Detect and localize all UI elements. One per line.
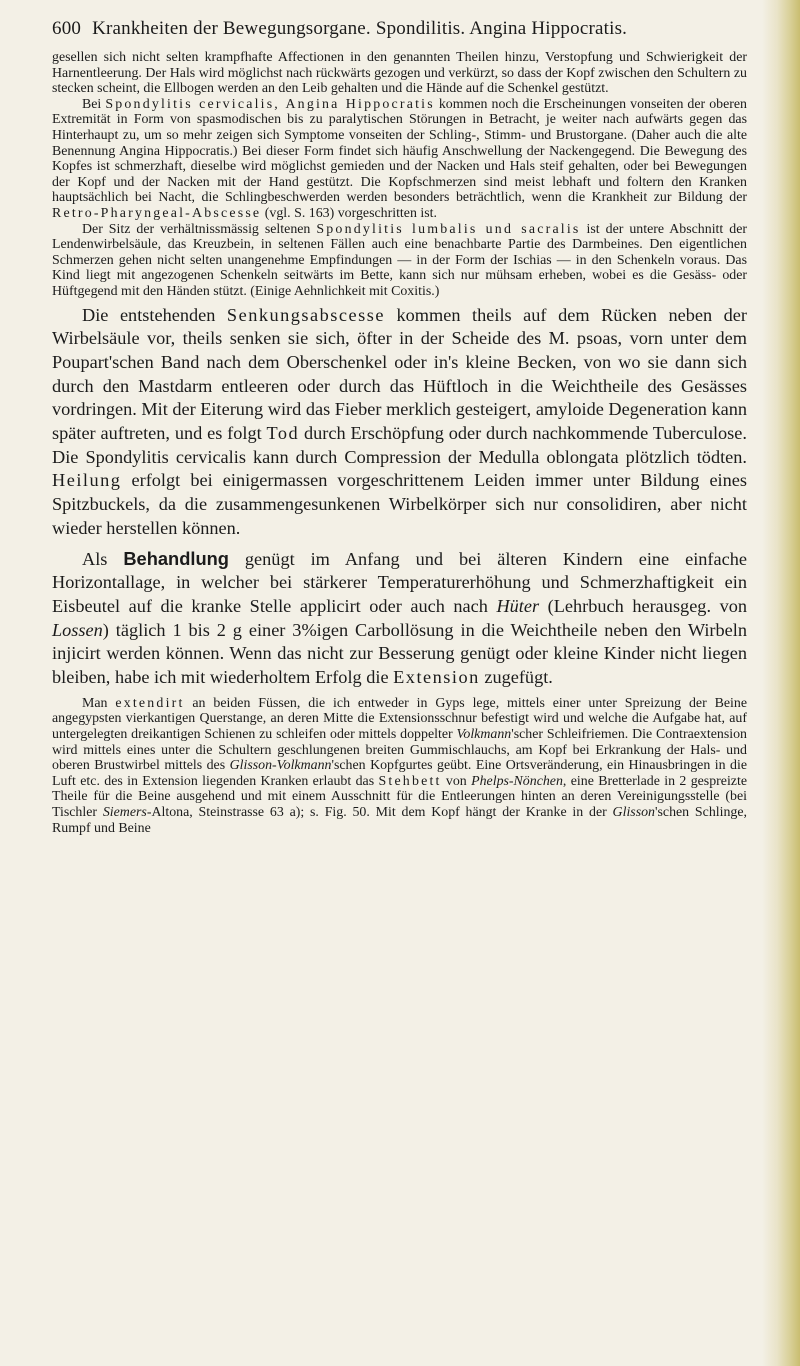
paragraph-lumbal: Der Sitz der verhältnissmässig seltenen Spondylitis lumbalis und sacralis ist der untere Abschnitt der Lendenwirbelsäule, das Kreuzbein, in seltenen Fällen auch eine benachbarte Partie des Darmbeines. Den eigentlichen Schmerzen gehen nicht selten unangenehme Empfindungen — in der Form der Ischias — in den Schenkeln voraus. Das Kind liegt mit angezogenen Schenkeln seitwärts im Bette, kann sich nur mühsam erheben, wobei es die Gesäss- oder Hüftgegend mit den Händen stützt. (Einige Aehnlichkeit mit Coxitis.) (52, 221, 747, 299)
running-title: Krankheiten der Bewegungsorgane. Spondilitis. Angina Hippocratis. (92, 18, 628, 39)
author-lossen: Lossen (52, 619, 103, 640)
book-page (52, 18, 747, 836)
term-behandlung: Behandlung (123, 547, 229, 569)
paragraph-extension-method: Man extendirt an beiden Füssen, die ich entweder in Gyps lege, mittels einer unter Spreizung der Beine angegypsten vierkantigen Querstange, an deren Mitte die Extensionsschnur befestigt wird und welche die Aufgabe hat, auf untergelegten dreikantigen Schienen zu schleifen oder mittels doppelter Volkmann'scher Schleifriemen. Die Contraextension wird mittels eines unter die Schultern geschlungenen breiten Gummischlauchs, am Kopf bei Erkrankung der Hals- und oberen Brustwirbel mittels des Glisson-Volkmann'schen Kopfgurtes geübt. Eine Ortsveränderung, ein Hinausbringen in die Luft etc. des in Extension liegenden Kranken erlaubt das Stehbett von Phelps-Nönchen, eine Bretterlade in 2 gespreizte Theile für die Beine ausgehend und mit einem Ausschnitt für die Entleerungen hinten an deren Vereinigungsstelle (bei Tischler Siemers-Altona, Steinstrasse 63 a); s. Fig. 50. Mit dem Kopf hängt der Kranke in der Glisson'schen Schlinge, Rumpf und Beine (52, 695, 748, 836)
page-edge-shadow (762, 0, 800, 1366)
term-extendirt: extendirt (115, 695, 185, 711)
term-retro-pharyngeal: Retro-Pharyngeal-Abscesse (52, 205, 262, 221)
term-stehbett: Stehbett (378, 773, 442, 789)
term-tod: Tod (266, 423, 300, 444)
page-number: 600 (52, 18, 82, 39)
paragraph-treatment: Als Behandlung genügt im Anfang und bei älteren Kindern eine einfache Horizontallage, in welcher bei stärkerer Temperaturerhöhung und Schmerzhaftigkeit ein Eisbeutel auf die kranke Stelle applicirt oder auch nach Hüter (Lehrbuch herausgeg. von Lossen) täglich 1 bis 2 g einer 3%igen Carbollösung in die Weichtheile neben den Wirbeln injicirt werden können. Wenn das nicht zur Besserung genügt oder kleine Kinder nicht liegen bleiben, habe ich mit wiederholtem Erfolg die Extension zugefügt. (52, 547, 748, 688)
term-senkungsabscesse: Senkungsabscesse (226, 304, 385, 325)
author-hueter: Hüter (496, 595, 540, 616)
term-heilung: Heilung (52, 470, 122, 491)
term-spondylitis-lumbalis: Spondylitis lumbalis und sacralis (316, 221, 581, 237)
term-spondylitis-cervicalis: Spondylitis cervicalis, Angina Hippocratis (105, 96, 435, 112)
term-extension: Extension (393, 667, 480, 688)
paragraph-cervical: Bei Spondylitis cervicalis, Angina Hippocratis kommen noch die Erscheinungen vonseiten der oberen Extremität in Form von spasmodischen bis zu paralytischen Störungen in Betracht, je weiter nach aufwärts gegen das Hinterhaupt zu, um so mehr zeigen sich Symptome vonseiten der Schling-, Stimm- und Brustorgane. (Daher auch die alte Benennung Angina Hippocratis.) Bei dieser Form findet sich häufig Anschwellung der Nackengegend. Die Bewegung des Kopfes ist schmerzhaft, dieselbe wird möglichst gemieden und der Nacken und Hals steif gehalten, oder bei Bewegungen der Kopf und der Nacken mit der Hand gestützt. Die Kopfschmerzen sind meist lebhaft und foltern den Kranken hauptsächlich bei Nacht, die Schlingbeschwerden werden besonders beträchtlich, wenn die Krankheit zur Bildung der Retro-Pharyngeal-Abscesse (vgl. S. 163) vorgeschritten ist. (52, 96, 748, 221)
page-header (52, 18, 747, 40)
paragraph-abscesses: Die entstehenden Senkungsabscesse kommen theils auf dem Rücken neben der Wirbelsäule vor, theils senken sie sich, öfter in der Scheide des M. psoas, vorn unter dem Poupart'schen Band nach dem Oberschenkel oder in's kleine Becken, von wo sie dann sich durch den Mastdarm entleeren oder durch das Hüftloch in die Weichtheile des Gesässes vordringen. Mit der Eiterung wird das Fieber merklich gesteigert, amyloide Degeneration kann später auftreten, und es folgt Tod durch Erschöpfung oder durch nachkommende Tuberculose. Die Spondylitis cervicalis kann durch Compression der Medulla oblongata plötzlich tödten. Heilung erfolgt bei einigermassen vorgeschrittenem Leiden immer unter Bildung eines Spitzbuckels, da die zusammengesunkenen Wirbelkörper sich nur consolidiren, aber nicht wieder herstellen können. (52, 304, 748, 538)
paragraph-complications: gesellen sich nicht selten krampfhafte Affectionen in den genannten Theilen hinzu, Verstopfung und Schwierigkeit der Harnentleerung. Der Hals wird möglichst nach rückwärts gezogen und verkürzt, so dass der Kopf zwischen den Schultern zu stecken scheint, die Ellbogen werden an den Leib gehalten und die Hände auf die Schenkel gestützt. (52, 50, 747, 97)
